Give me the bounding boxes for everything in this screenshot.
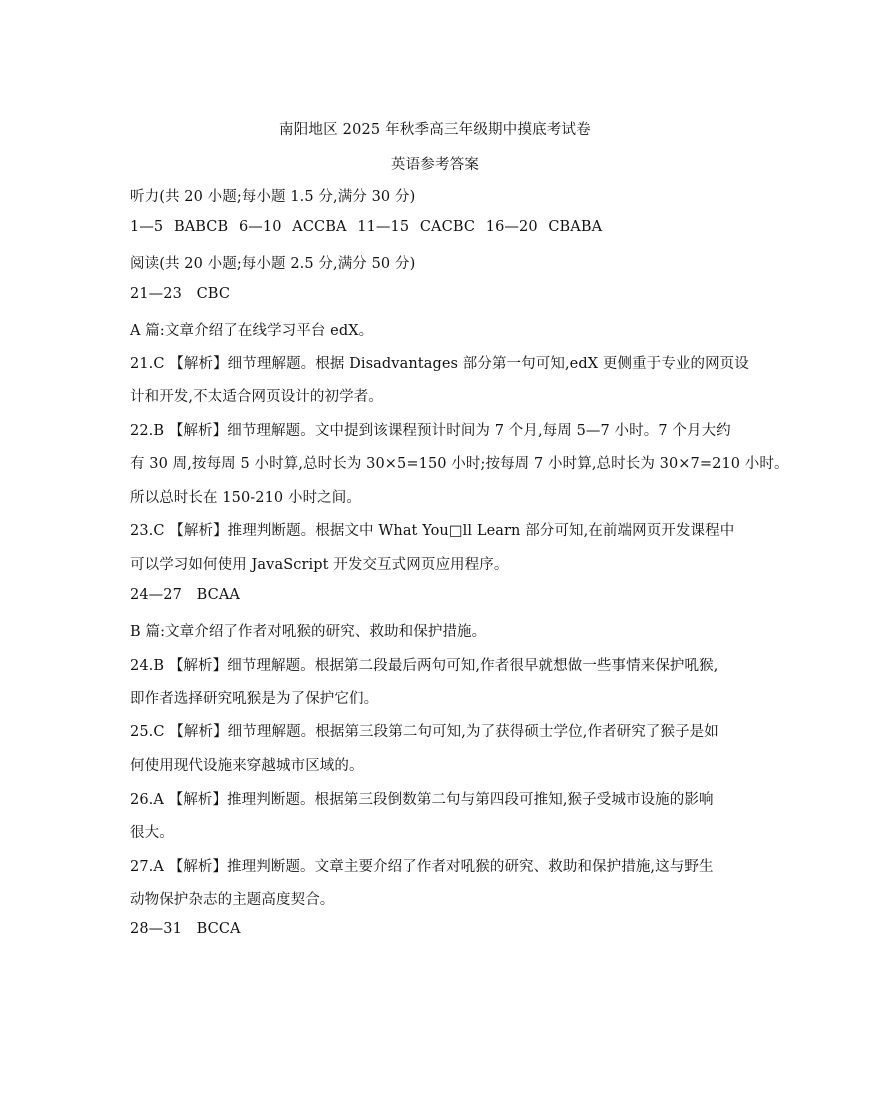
q26-explanation-line1: 26.A 【解析】推理判断题。根据第三段倒数第二句与第四段可推知,猴子受城市设施的影响 (130, 792, 714, 808)
q26-explanation-line2: 很大。 (130, 825, 174, 841)
listening-answers: 1—5 BABCB 6—10 ACCBA 11—15 CACBC 16—20 CBABA (130, 219, 603, 235)
answer-group-21-23: 21—23 CBC (130, 286, 231, 302)
q22-explanation-line3: 所以总时长在 150-210 小时之间。 (130, 490, 361, 506)
q22-explanation-line2: 有 30 周,按每周 5 小时算,总时长为 30×5=150 小时;按每周 7 小时算,总时长为 30×7=210 小时。 (130, 456, 789, 472)
q21-explanation-line1: 21.C 【解析】细节理解题。根据 Disadvantages 部分第一句可知,edX 更侧重于专业的网页设 (130, 356, 749, 372)
q24-explanation-line2: 即作者选择研究吼猴是为了保护它们。 (130, 691, 379, 707)
listening-section-header: 听力(共 20 小题;每小题 1.5 分,满分 30 分) (130, 189, 416, 205)
q25-explanation-line2: 何使用现代设施来穿越城市区域的。 (130, 758, 364, 774)
q23-explanation-line2: 可以学习如何使用 JavaScript 开发交互式网页应用程序。 (130, 557, 509, 573)
q27-explanation-line2: 动物保护杂志的主题高度契合。 (130, 892, 335, 908)
passage-b-summary: B 篇:文章介绍了作者对吼猴的研究、救助和保护措施。 (130, 624, 487, 640)
q21-explanation-line2: 计和开发,不太适合网页设计的初学者。 (130, 389, 383, 405)
q25-explanation-line1: 25.C 【解析】细节理解题。根据第三段第二句可知,为了获得硕士学位,作者研究了猴子是如 (130, 724, 719, 740)
answer-group-28-31: 28—31 BCCA (130, 921, 241, 937)
reading-section-header: 阅读(共 20 小题;每小题 2.5 分,满分 50 分) (130, 256, 416, 272)
q22-explanation-line1: 22.B 【解析】细节理解题。文中提到该课程预计时间为 7 个月,每周 5—7 小时。7 个月大约 (130, 423, 731, 439)
q27-explanation-line1: 27.A 【解析】推理判断题。文章主要介绍了作者对吼猴的研究、救助和保护措施,这与野生 (130, 859, 714, 875)
q24-explanation-line1: 24.B 【解析】细节理解题。根据第二段最后两句可知,作者很早就想做一些事情来保护吼猴, (130, 658, 719, 674)
answer-group-24-27: 24—27 BCAA (130, 587, 240, 603)
document-title: 南阳地区 2025 年秋季高三年级期中摸底考试卷 (279, 122, 591, 138)
q23-explanation-line1: 23.C 【解析】推理判断题。根据文中 What You□ll Learn 部分可知,在前端网页开发课程中 (130, 523, 735, 539)
passage-a-summary: A 篇:文章介绍了在线学习平台 edX。 (130, 323, 374, 339)
document-subtitle: 英语参考答案 (390, 157, 480, 173)
